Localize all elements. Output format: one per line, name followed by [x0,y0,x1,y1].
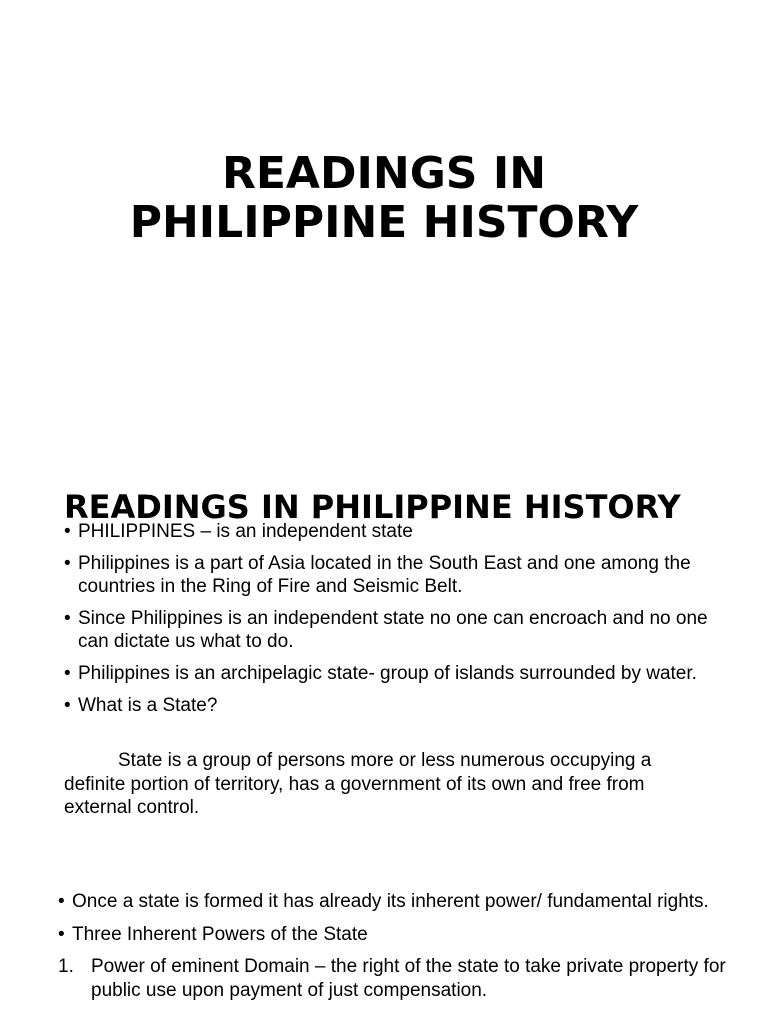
bullet-item: • Once a state is formed it has already its inherent power/ fundamental rights. [58,890,728,914]
bullet-item: • Since Philippines is an independent state no one can encroach and no one can dictate us what to do. [64,607,724,653]
content-slide [0,430,768,860]
item-text: Power of eminent Domain – the right of the state to take private property for public use upon payment of just compensation. [91,956,726,1001]
bullet-item: • Philippines is a part of Asia located in the South East and one among the countries in the Ring of Fire and Seismic Belt. [64,552,724,598]
content-slide-partial [0,860,768,1024]
state-definition: State is a group of persons more or less numerous occupying a definite portion of territory, has a government of its own and free from external control. [64,750,652,818]
title-slide [0,0,768,430]
bullet-item: • What is a State? [64,694,724,717]
slide-title-line-1: READINGS IN [221,148,547,200]
slide-heading: READINGS IN PHILIPPINE HISTORY [64,487,681,526]
numbered-item [58,955,728,1002]
bullet-list [64,520,724,726]
bullet-list [58,890,728,1011]
slide-title [0,149,768,247]
bullet-item: • PHILIPPINES – is an independent state [64,520,724,543]
slide-title-line-2: PHILIPPINE HISTORY [129,197,639,249]
bullet-item: • Philippines is an archipelagic state- group of islands surrounded by water. [64,662,724,685]
item-number: 1. [58,956,74,977]
bullet-item: • Three Inherent Powers of the State [58,923,728,947]
